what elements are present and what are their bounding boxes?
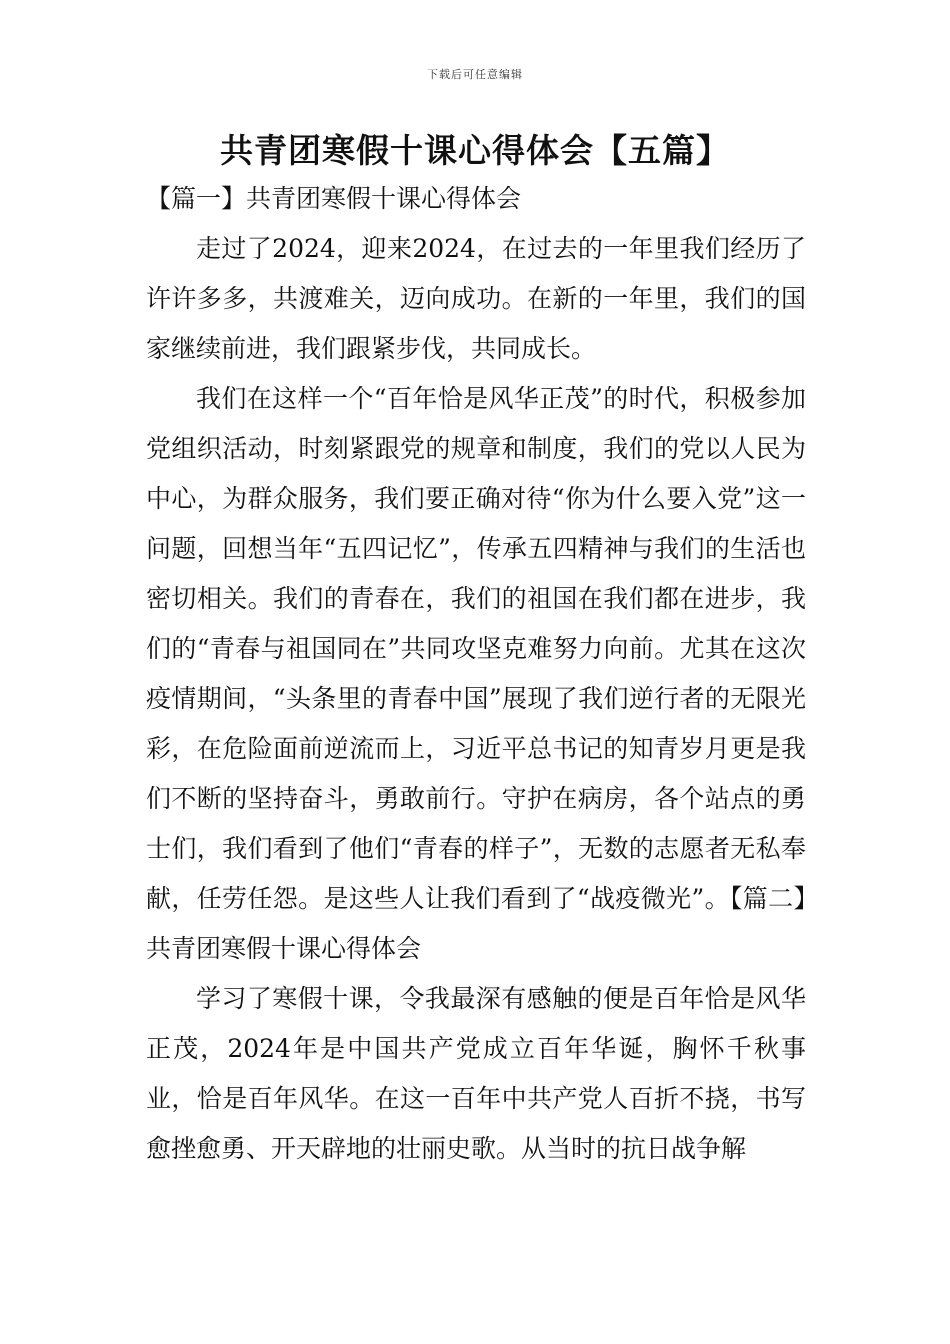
paragraph: 我们在这样一个“百年恰是风华正茂”的时代，积极参加党组织活动，时刻紧跟党的规章和制度，我们的党以人民为中心，为群众服务，我们要正确对待“你为什么要入党”这一问题，回想当年“五四记忆”，传承五四精神与我们的生活也密切相关。我们的青春在，我们的祖国在我们都在进步，我们的“青春与祖国同在”共同攻坚克难努力向前。尤其在这次疫情期间，“头条里的青春中国”展现了我们逆行者的无限光彩，在危险面前逆流而上，习近平总书记的知青岁月更是我们不断的坚持奋斗，勇敢前行。守护在病房，各个站点的勇士们，我们看到了他们“青春的样子”，无数的志愿者无私奉献，任劳任怨。是这些人让我们看到了“战疫微光”。【篇二】共青团寒假十课心得体会 — [146, 384, 806, 963]
document-body — [146, 174, 806, 1174]
section-heading-1: 【篇一】共青团寒假十课心得体会 — [146, 184, 522, 213]
paragraph: 学习了寒假十课，令我最深有感触的便是百年恰是风华正茂，2024年是中国共产党成立百年华诞，胸怀千秋事业，恰是百年风华。在这一百年中共产党人百折不挠，书写愈挫愈勇、开天辟地的壮丽史歌。从当时的抗日战争解 — [146, 984, 806, 1163]
header-note: 下载后可任意编辑 — [427, 68, 523, 81]
paragraph: 走过了2024，迎来2024，在过去的一年里我们经历了许许多多，共渡难关，迈向成功。在新的一年里，我们的国家继续前进，我们跟紧步伐，共同成长。 — [146, 234, 806, 363]
document-title: 共青团寒假十课心得体会【五篇】 — [220, 131, 730, 170]
